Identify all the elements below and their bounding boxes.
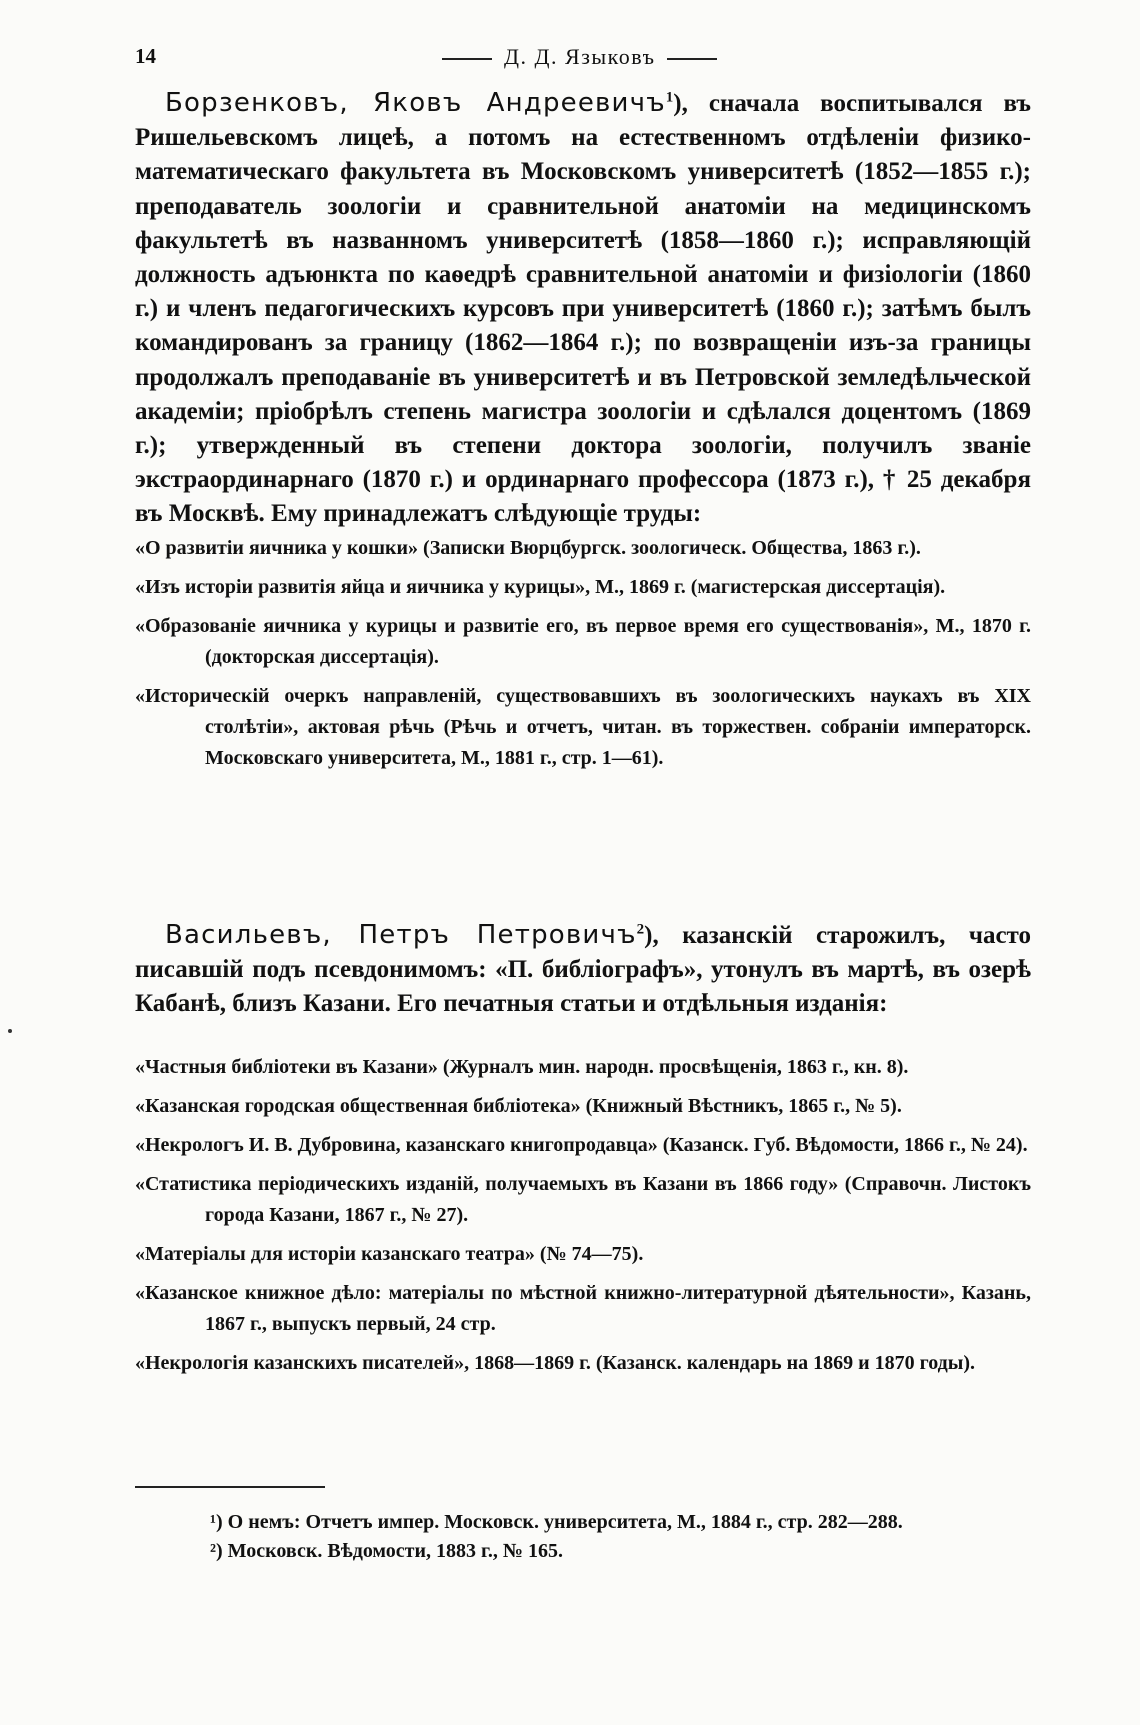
entry-vasiliev-works <box>135 1052 1031 1387</box>
work-item-text: «Казанское книжное дѣло: матеріалы по мѣстной книжно-литературной дѣятельности», Казань, 1867 г., выпускъ первый, 24 стр. <box>135 1282 1031 1335</box>
work-item <box>135 1348 1031 1379</box>
work-item-text: «Некрологія казанскихъ писателей», 1868—1869 г. (Казанск. календарь на 1869 и 1870 годы). <box>135 1352 976 1374</box>
work-item <box>135 572 1031 603</box>
entry-vasiliev-name: Васильевъ, Петръ Петровичъ <box>165 920 637 950</box>
running-title-text: Д. Д. Языковъ <box>504 44 656 69</box>
footnote-text: Московск. Вѣдомости, 1883 г., № 165. <box>222 1540 563 1562</box>
work-item-text: «О развитіи яичника у кошки» (Записки Вюрцбургск. зоологическ. Общества, 1863 г.). <box>135 537 921 559</box>
footnote-2 <box>210 1537 1040 1566</box>
work-item <box>135 1130 1031 1161</box>
work-item <box>135 533 1031 564</box>
running-title <box>430 44 729 70</box>
work-item-text: «Казанская городская общественная библіотека» (Книжный Вѣстникъ, 1865 г., № 5). <box>135 1095 902 1117</box>
work-item <box>135 1091 1031 1122</box>
page-header <box>135 44 1035 78</box>
scan-speck <box>8 1029 12 1033</box>
entry-borzenkov-works <box>135 533 1031 782</box>
title-dash-left <box>442 58 492 60</box>
page-number: 14 <box>135 44 156 68</box>
work-item <box>135 681 1031 774</box>
work-item <box>135 1052 1031 1083</box>
entry-borzenkov-text: ), сначала воспитывался въ Ришельевскомъ лицеѣ, а потомъ на естественномъ отдѣленіи физико-математическаго факультета въ Московскомъ университетѣ (1852—1855 г.); преподаватель зоологіи и сравнительной анатоміи на медицинскомъ факультетѣ въ названномъ университетѣ (1858—1860 г.); исправляющій должность адъюнкта по каѳедрѣ сравнительной анатоміи и физіологіи (1860 г.) и членъ педагогическихъ курсовъ при университетѣ (1860 г.); затѣмъ былъ командированъ за границу (1862—1864 г.); по возвращеніи изъ-за границы продолжалъ преподаваніе въ университетѣ и въ Петровской земледѣльческой академіи; пріобрѣлъ степень магистра зоологіи и сдѣлался доцентомъ (1869 г.); утвержденный въ степени доктора зоологіи, получилъ званіе экстраординарнаго (1870 г.) и ординарнаго профессора (1873 г.), † 25 декабря въ Москвѣ. Ему принадлежатъ слѣдующіе труды: <box>135 90 1031 528</box>
footnote-ref-1: 1 <box>665 89 674 106</box>
entry-vasiliev-text: ), казанскій старожилъ, часто писавшій подъ псевдонимомъ: «П. библіографъ», утонулъ въ мартѣ, въ озерѣ Кабанѣ, близъ Казани. Его печатныя статьи и отдѣльныя изданія: <box>135 922 1031 1018</box>
entry-vasiliev-paragraph <box>135 918 1031 1022</box>
work-item-text: «Некрологъ И. В. Дубровина, казанскаго книгопродавца» (Казанск. Губ. Вѣдомости, 1866 г., № 24). <box>135 1134 1028 1156</box>
work-item-text: «Образованіе яичника у курицы и развитіе его, въ первое время его существованія», М., 1870 г. (докторская диссертація). <box>135 615 1031 668</box>
footnote-ref-2: 2 <box>636 921 645 938</box>
work-item <box>135 1169 1031 1231</box>
work-item <box>135 1278 1031 1340</box>
work-item <box>135 611 1031 673</box>
footnote-mark: ²) <box>210 1540 223 1562</box>
entry-borzenkov-name: Борзенковъ, Яковъ Андреевичъ <box>165 88 666 118</box>
footnote-divider <box>135 1486 325 1488</box>
work-item <box>135 1239 1031 1270</box>
footnotes <box>210 1508 1040 1566</box>
footnote-text: О немъ: Отчетъ импер. Московск. университета, М., 1884 г., стр. 282—288. <box>222 1511 903 1533</box>
work-item-text: «Историческій очеркъ направленій, существовавшихъ въ зоологическихъ наукахъ въ XIX столѣтіи», актовая рѣчь (Рѣчь и отчетъ, читан. въ торжествен. собраніи императорск. Московскаго университета, М., 1881 г., стр. 1—61). <box>135 685 1031 769</box>
footnote-mark: ¹) <box>210 1511 223 1533</box>
work-item-text: «Частныя библіотеки въ Казани» (Журналъ мин. народн. просвѣщенія, 1863 г., кн. 8). <box>135 1056 909 1078</box>
work-item-text: «Статистика періодическихъ изданій, получаемыхъ въ Казани въ 1866 году» (Справочн. Листокъ города Казани, 1867 г., № 27). <box>135 1173 1031 1226</box>
work-item-text: «Изъ исторіи развитія яйца и яичника у курицы», М., 1869 г. (магистерская диссертація). <box>135 576 946 598</box>
work-item-text: «Матеріалы для исторіи казанскаго театра» (№ 74—75). <box>135 1243 644 1265</box>
footnote-1 <box>210 1508 1040 1537</box>
title-dash-right <box>667 58 717 60</box>
entry-borzenkov-paragraph <box>135 86 1031 532</box>
